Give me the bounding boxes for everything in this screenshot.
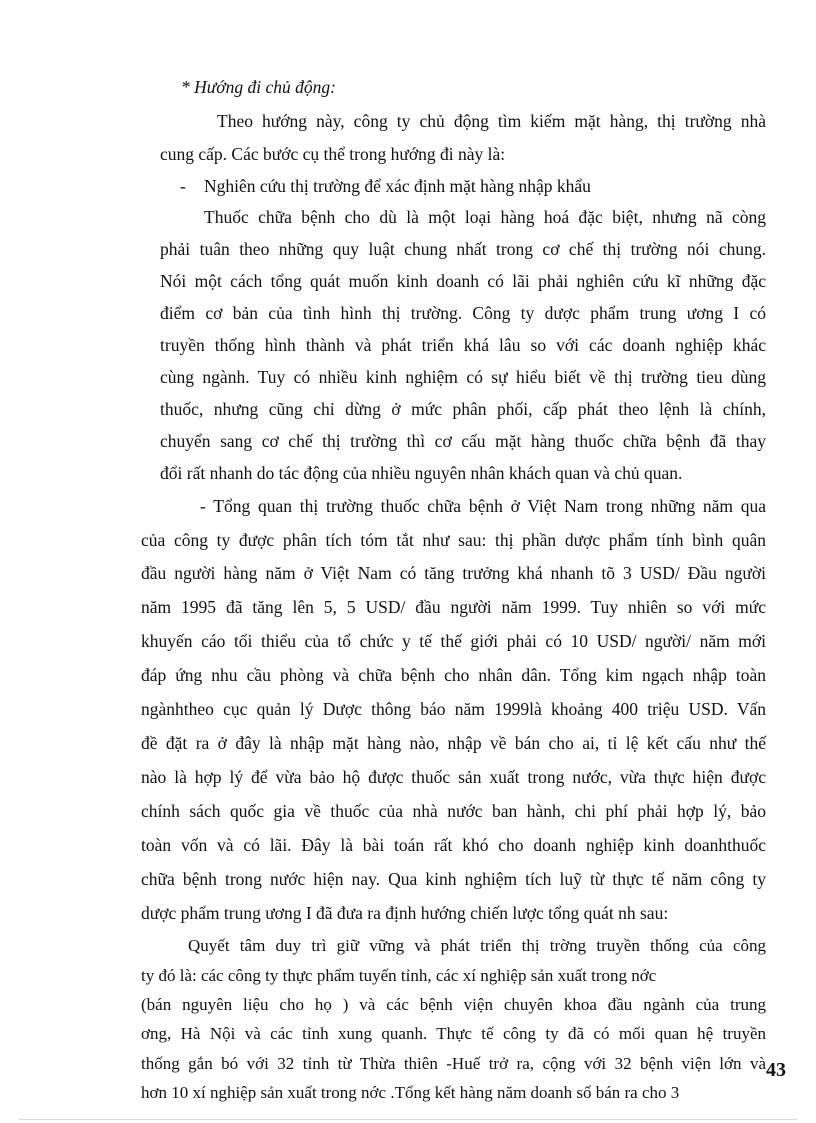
para3-line-2: của công ty được phân tích tóm tắt như sau: thị phần dược phẩm tính bình quân bbox=[141, 530, 766, 550]
para2-line-2: phải tuân theo những quy luật chung nhất trong cơ chế thị trường nói chung. bbox=[160, 239, 766, 259]
para3-line-3: đầu người hàng năm ở Việt Nam có tăng trưởng khá nhanh tõ 3 USD/ Đầu người bbox=[141, 563, 766, 583]
para4-line-6: hơn 10 xí nghiệp sản xuất trong nớc .Tổng kết hàng năm doanh số bán ra cho 3 bbox=[141, 1083, 680, 1102]
para3-line-11: toàn vốn và có lãi. Đây là bài toán rất khó cho doanh nghiệp kinh doanhthuốc bbox=[141, 835, 766, 855]
para2-line-5: truyền thống hình thành và phát triển khá lâu so với các doanh nghiệp khác bbox=[160, 335, 766, 355]
para4-line-3: (bán nguyên liệu cho họ ) và các bệnh viện chuyên khoa đầu ngành của trung bbox=[141, 995, 766, 1014]
para4-line-5: thống gắn bó với 32 tỉnh từ Thừa thiên -Huế trở ra, cộng với 32 bệnh viện lớn và bbox=[141, 1054, 766, 1073]
bullet-text: Nghiên cứu thị trường để xác định mặt hàng nhập khẩu bbox=[204, 176, 591, 196]
para4-line-1: Quyết tâm duy trì giữ vững và phát triển thị trờng truyền thống của công bbox=[188, 936, 766, 955]
para2-line-9: đổi rất nhanh do tác động của nhiều nguyên nhân khách quan và chủ quan. bbox=[160, 463, 683, 483]
para3-line-7: ngànhtheo cục quản lý Dược thông báo năm 1999là khoảng 400 triệu USD. Vấn bbox=[141, 699, 766, 719]
para1-line-1: Theo hướng này, công ty chủ động tìm kiếm mặt hàng, thị trường nhà bbox=[217, 111, 766, 131]
para4-line-2: ty đó là: các công ty thực phẩm tuyến tỉnh, các xí nghiệp sản xuất trong nớc bbox=[141, 966, 657, 985]
para3-line-12: chữa bệnh trong nước hiện nay. Qua kinh nghiệm tích luỹ từ thực tế năm công ty bbox=[141, 869, 766, 889]
para4-line-4: ơng, Hà Nội và các tỉnh xung quanh. Thực tế công ty đã có mối quan hệ truyền bbox=[141, 1024, 766, 1043]
para2-line-7: thuốc, nhưng cũng chỉ dừng ở mức phân phối, cấp phát theo lệnh là chính, bbox=[160, 399, 766, 419]
section-heading: * Hướng đi chủ động: bbox=[181, 77, 336, 97]
para3-line-13: dược phẩm trung ương I đã đưa ra định hướng chiến lược tổng quát nh sau: bbox=[141, 903, 669, 923]
page-bottom-rule bbox=[18, 1119, 798, 1120]
para3-line-4: năm 1995 đã tăng lên 5, 5 USD/ đầu người năm 1999. Tuy nhiên so với mức bbox=[141, 597, 766, 617]
para3-line-10: chính sách quốc gia về thuốc của nhà nước ban hành, chi phí phải hợp lý, bảo bbox=[141, 801, 766, 821]
bullet-dash: - bbox=[180, 176, 186, 196]
para3-line-5: khuyến cáo tối thiểu của tổ chức y tế thế giới phải có 10 USD/ người/ năm mới bbox=[141, 631, 766, 651]
para2-line-1: Thuốc chữa bệnh cho dù là một loại hàng hoá đặc biệt, nhưng nã còng bbox=[204, 207, 766, 227]
page-number: 43 bbox=[766, 1059, 786, 1081]
para2-line-6: cùng ngành. Tuy có nhiều kinh nghiệm có sự hiểu biết về thị trường tieu dùng bbox=[160, 367, 766, 387]
para2-line-4: điểm cơ bản của tình hình thị trường. Công ty dược phẩm trung ương I có bbox=[160, 303, 766, 323]
para3-line-1: - Tổng quan thị trường thuốc chữa bệnh ở Việt Nam trong những năm qua bbox=[200, 496, 766, 516]
para2-line-8: chuyển sang cơ chế thị trường thì cơ cấu mặt hàng thuốc chữa bệnh đã thay bbox=[160, 431, 766, 451]
para3-line-6: đáp ứng nhu cầu phòng và chữa bệnh cho nhân dân. Tổng kim ngạch nhập toàn bbox=[141, 665, 766, 685]
para1-line-2: cung cấp. Các bước cụ thể trong hướng đi này là: bbox=[160, 144, 506, 164]
para2-line-3: Nói một cách tổng quát muốn kinh doanh có lãi phải nghiên cứu kĩ những đặc bbox=[160, 271, 766, 291]
para3-line-9: nào là hợp lý để vừa bảo hộ được thuốc sản xuất trong nước, vừa thực hiện được bbox=[141, 767, 766, 787]
para3-line-8: đề đặt ra ở đây là nhập mặt hàng nào, nhập về bán cho ai, tỉ lệ kết cấu như thế bbox=[141, 733, 766, 753]
